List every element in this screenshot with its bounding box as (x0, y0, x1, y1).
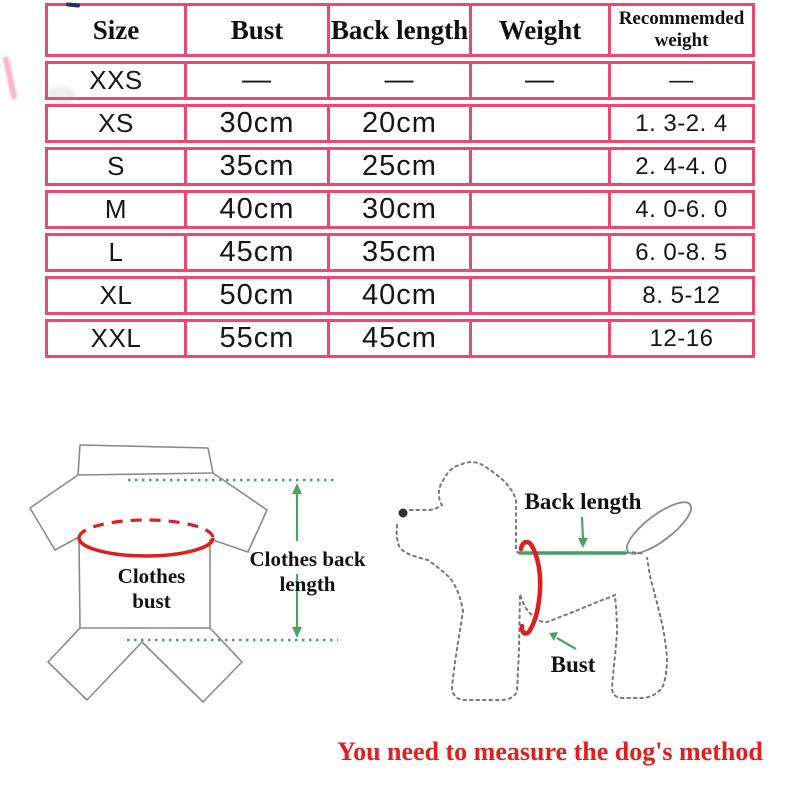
bust-cell: 45cm (187, 233, 330, 272)
size-cell: XXS (45, 61, 187, 100)
bust-pointer-arrowhead-icon (549, 632, 558, 641)
table-header-row (45, 3, 755, 57)
bust-cell: 30cm (187, 104, 330, 143)
measure-instruction-note: You need to measure the dog's method (337, 737, 763, 766)
back-length-cell: — (330, 61, 472, 100)
col-header-back-length: Back length (330, 3, 472, 57)
recommended-weight-cell: — (611, 61, 755, 100)
bust-cell: — (187, 61, 330, 100)
back-length-pointer-shaft (582, 517, 583, 540)
collar-shape (78, 445, 213, 475)
dog-head-path (410, 462, 519, 553)
left-sleeve-shape (30, 475, 79, 550)
bust-cell: 50cm (187, 276, 330, 315)
weight-cell (472, 104, 611, 143)
clothes-bust-label: Clothes bust (117, 564, 186, 613)
table-row (45, 276, 755, 315)
back-length-cell: 40cm (330, 276, 472, 315)
bust-pointer-shaft (557, 638, 576, 649)
size-cell: XS (45, 104, 187, 143)
back-length-cell: 30cm (330, 190, 472, 229)
col-header-bust: Bust (187, 3, 330, 57)
weight-cell (472, 147, 611, 186)
bust-cell: 35cm (187, 147, 330, 186)
size-cell: M (45, 190, 187, 229)
recommended-weight-cell: 1. 3-2. 4 (611, 104, 755, 143)
table-row (45, 190, 755, 229)
dog-bust-measure-curve (521, 542, 540, 633)
table-row (45, 61, 755, 100)
table-row (45, 233, 755, 272)
col-header-recommended-weight: Recommemded weight (611, 3, 755, 57)
size-cell: XL (45, 276, 187, 315)
clothes-bust-ellipse-front (79, 538, 213, 556)
up-arrowhead-icon (292, 483, 302, 494)
back-length-cell: 45cm (330, 319, 472, 358)
table-row (45, 104, 755, 143)
clothes-bust-ellipse-back (79, 520, 213, 538)
recommended-weight-cell: 4. 0-6. 0 (611, 190, 755, 229)
recommended-weight-cell: 6. 0-8. 5 (611, 233, 755, 272)
body-left-edge (79, 537, 80, 628)
clothes-back-length-label: Clothes back length (249, 547, 366, 596)
weight-cell (472, 233, 611, 272)
bust-cell: 40cm (187, 190, 330, 229)
size-cell: S (45, 147, 187, 186)
weight-cell (472, 276, 611, 315)
back-length-cell: 20cm (330, 104, 472, 143)
pink-smudge-artifact (2, 56, 17, 100)
dog-diagram (380, 420, 800, 740)
bust-cell: 55cm (187, 319, 330, 358)
weight-cell (472, 190, 611, 229)
col-header-weight: Weight (472, 3, 611, 57)
size-cell: L (45, 233, 187, 272)
back-length-cell: 35cm (330, 233, 472, 272)
size-table (45, 0, 755, 362)
table-row (45, 147, 755, 186)
dog-nose-icon (399, 509, 408, 518)
col-header-size: Size (45, 3, 187, 57)
right-sleeve-shape (210, 473, 267, 552)
size-cell: XXL (45, 319, 187, 358)
recommended-weight-cell: 8. 5-12 (611, 276, 755, 315)
gray-smudge-artifact (46, 86, 76, 106)
dog-bust-label: Bust (550, 652, 596, 677)
back-length-pointer-arrowhead-icon (578, 538, 588, 548)
table-row (45, 319, 755, 358)
dog-back-length-label: Back length (524, 489, 642, 514)
down-arrowhead-icon (292, 627, 302, 638)
recommended-weight-cell: 12-16 (611, 319, 755, 358)
recommended-weight-cell: 2. 4-4. 0 (611, 147, 755, 186)
weight-cell (472, 319, 611, 358)
back-length-cell: 25cm (330, 147, 472, 186)
weight-cell: — (472, 61, 611, 100)
